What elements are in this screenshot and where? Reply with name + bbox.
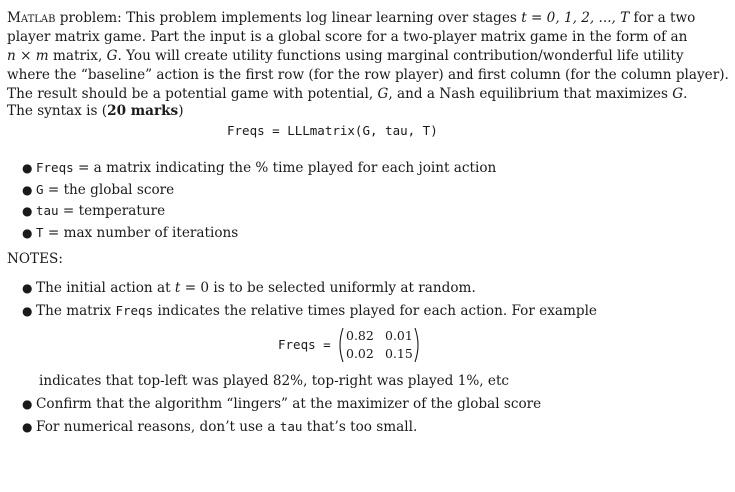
- matlab-label: Matlab: [7, 10, 56, 26]
- bullet-icon: ●: [22, 161, 33, 175]
- list-item: ● The initial action at t = 0 is to be selected uniformly at random.: [22, 278, 597, 300]
- notes-list-continued: [22, 394, 541, 437]
- list-item: ● The matrix Freqs indicates the relative times played for each action. For example: [22, 300, 597, 322]
- intro-line-4: where the “baseline” action is the first row (for the row player) and first column (for the column player).: [7, 67, 729, 83]
- syntax-intro: The syntax is (20 marks): [7, 103, 184, 119]
- intro-line-5: The result should be a potential game with potential, G, and a Nash equilibrium that maximizes G.: [7, 86, 688, 102]
- list-item: ● T = max number of iterations: [22, 222, 496, 244]
- matrix-cell: 0.15: [385, 346, 413, 361]
- right-paren-icon: [414, 327, 422, 363]
- intro-line-1: Matlab problem: This problem implements log linear learning over stages t = 0, 1, 2, ..., T for a two: [7, 10, 696, 26]
- bullet-icon: ●: [22, 419, 33, 434]
- problem-intro: [7, 9, 729, 104]
- matrix-explanation: indicates that top-left was played 82%, top-right was played 1%, etc: [39, 373, 510, 389]
- matrix-label: Freqs =: [278, 337, 331, 352]
- bullet-icon: ●: [22, 225, 33, 240]
- intro-line-3: n × m matrix, G. You will create utility functions using marginal contribution/wonderful life utility: [7, 48, 684, 64]
- notes-heading: NOTES:: [7, 251, 63, 267]
- syntax-code: Freqs = LLLmatrix(G, tau, T): [227, 123, 438, 138]
- marks-label: 20 marks: [107, 103, 179, 119]
- list-item: ● Confirm that the algorithm “lingers” at the maximizer of the global score: [22, 394, 541, 416]
- matrix-cell: 0.01: [385, 328, 413, 343]
- stage-range: t = 0, 1, 2, ..., T: [521, 10, 630, 26]
- bullet-icon: ●: [22, 182, 33, 197]
- bullet-icon: ●: [22, 397, 33, 411]
- bullet-icon: ●: [22, 281, 33, 295]
- bullet-icon: ●: [22, 204, 33, 218]
- matrix-cell: 0.82: [346, 328, 374, 343]
- intro-line-2: player matrix game. Part the input is a global score for a two-player matrix game in the form of an: [7, 29, 688, 45]
- notes-list: [22, 278, 597, 321]
- left-paren-icon: [336, 327, 344, 363]
- list-item: ● Freqs = a matrix indicating the % time played for each joint action: [22, 157, 496, 179]
- list-item: ● G = the global score: [22, 179, 496, 201]
- list-item: ● tau = temperature: [22, 200, 496, 222]
- argument-list: [22, 157, 496, 243]
- bullet-icon: ●: [22, 303, 33, 318]
- matrix-cell: 0.02: [346, 346, 374, 361]
- list-item: ● For numerical reasons, don’t use a tau that’s too small.: [22, 416, 541, 438]
